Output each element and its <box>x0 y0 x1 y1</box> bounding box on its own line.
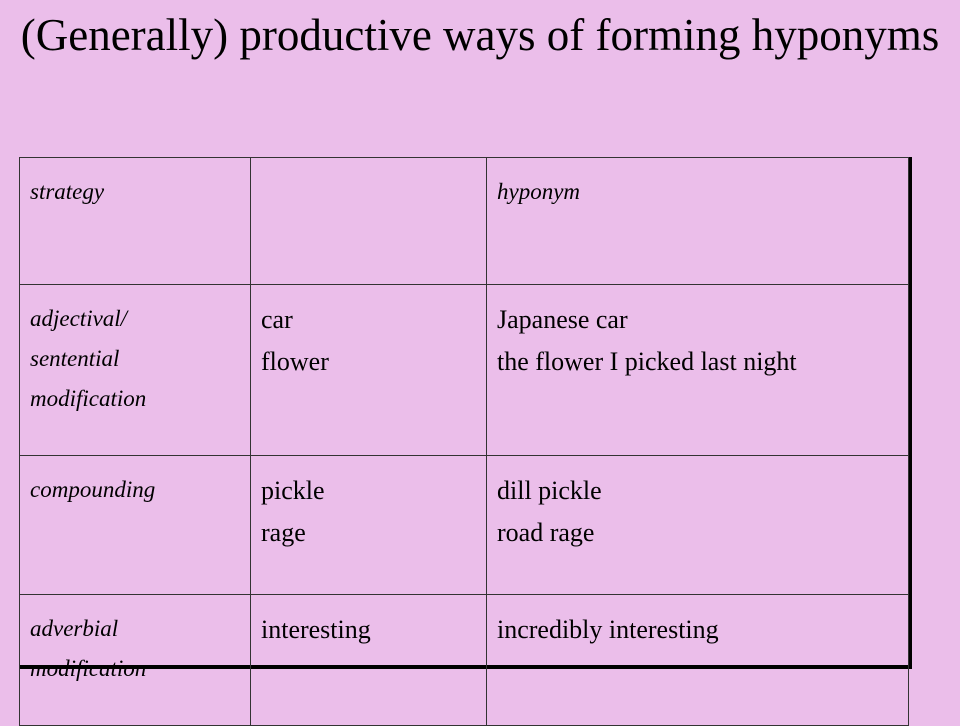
table-header-row <box>20 158 909 285</box>
strategy-line: sentential <box>30 346 120 371</box>
strategy-line: modification <box>30 656 147 681</box>
slide-title: (Generally) productive ways of forming hyponyms <box>20 10 940 60</box>
base-word: pickle <box>261 476 325 505</box>
base-word: car <box>261 305 293 334</box>
base-word: interesting <box>261 615 371 644</box>
strategy-line: modification <box>30 386 147 411</box>
strategy-cell <box>20 456 251 595</box>
base-cell <box>251 595 487 726</box>
hyponym-example: Japanese car <box>497 305 628 334</box>
base-word: flower <box>261 347 329 376</box>
strategy-cell <box>20 285 251 456</box>
hyponym-table <box>19 157 909 726</box>
header-base <box>251 158 487 285</box>
hyponym-example: road rage <box>497 518 595 547</box>
header-hyponym: hyponym <box>487 158 909 285</box>
hyponym-cell <box>487 595 909 726</box>
base-word: rage <box>261 518 306 547</box>
base-cell <box>251 456 487 595</box>
hyponym-example: the flower I picked last night <box>497 347 797 376</box>
hyponym-cell <box>487 456 909 595</box>
strategy-line: adjectival/ <box>30 306 128 331</box>
hyponym-example: incredibly interesting <box>497 615 719 644</box>
header-strategy: strategy <box>20 158 251 285</box>
base-cell <box>251 285 487 456</box>
strategy-cell <box>20 595 251 726</box>
hyponym-cell <box>487 285 909 456</box>
hyponym-example: dill pickle <box>497 476 602 505</box>
strategy-line: adverbial <box>30 616 119 641</box>
table-row <box>20 456 909 595</box>
strategy-line: compounding <box>30 477 156 502</box>
hyponym-table-container <box>19 157 912 681</box>
table-row <box>20 595 909 726</box>
table-row <box>20 285 909 456</box>
